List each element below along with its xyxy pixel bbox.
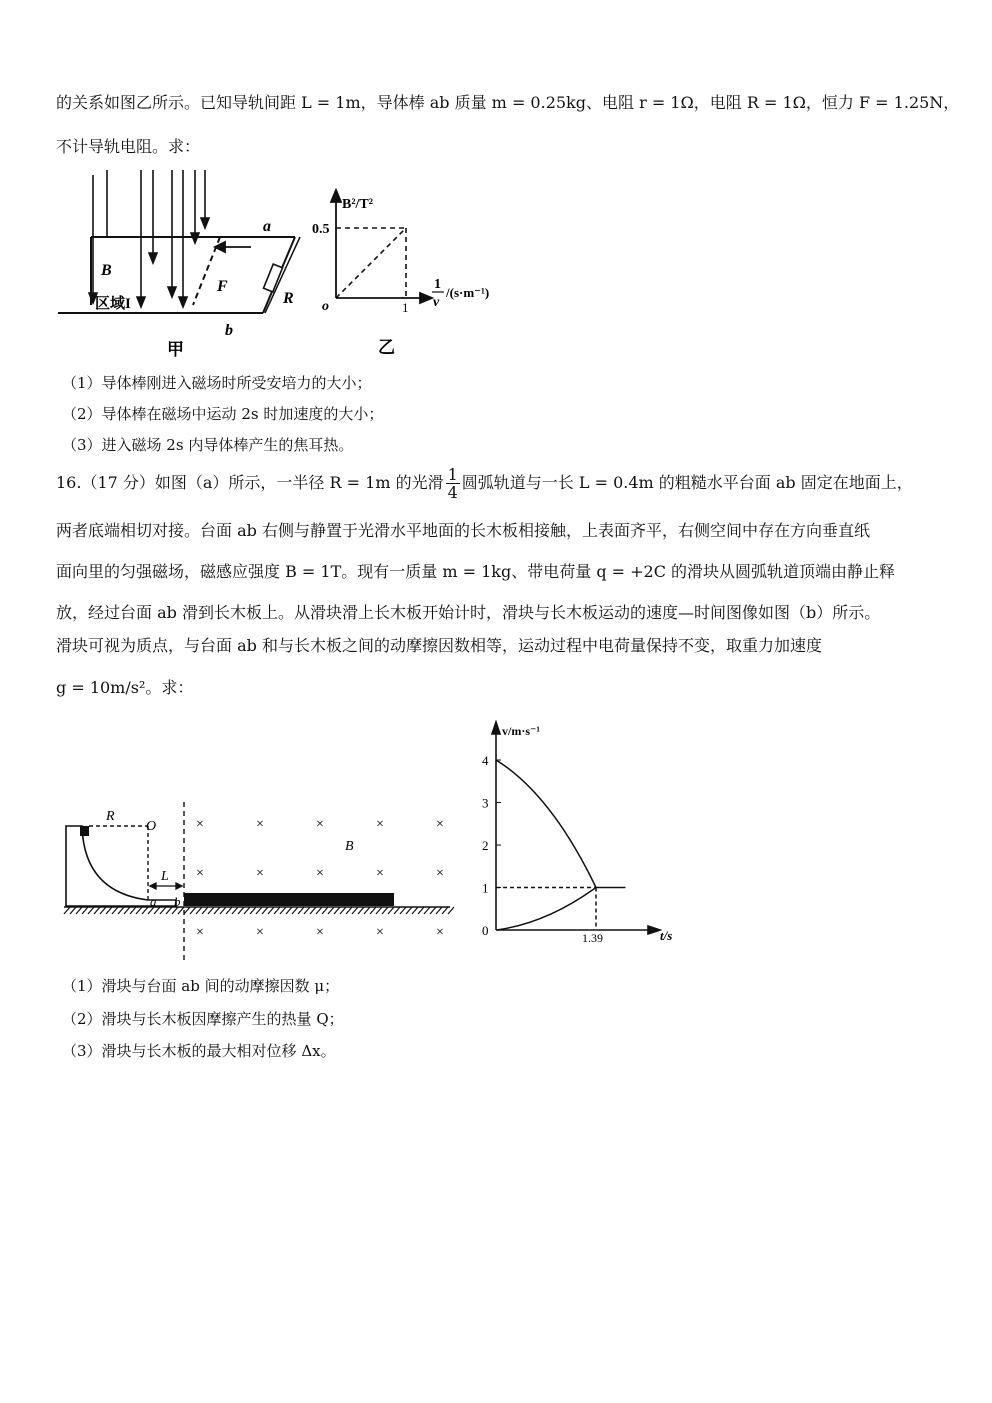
field-cross: × bbox=[436, 925, 444, 940]
ground-hatch bbox=[298, 907, 304, 914]
ground-hatch bbox=[100, 907, 106, 914]
q16-line3: 面向里的匀强磁场，磁感应强度 B = 1T。现有一质量 m = 1kg、带电荷量 q = +2C 的滑块从圆弧轨道顶端由静止释 bbox=[56, 562, 896, 581]
ground-hatch bbox=[76, 907, 82, 914]
b-xlabel: t/s bbox=[660, 928, 673, 943]
q15-question-2: （2）导体棒在磁场中运动 2s 时加速度的大小； bbox=[62, 405, 384, 423]
fraction-quarter bbox=[446, 466, 460, 501]
label-B: B bbox=[101, 262, 112, 279]
ground-hatch bbox=[166, 907, 172, 914]
yi-ylabel: B²/T² bbox=[342, 197, 373, 212]
b-ytick: 0 bbox=[482, 923, 489, 938]
figure-b bbox=[470, 718, 685, 948]
field-cross: × bbox=[436, 817, 444, 832]
caption-yi: 乙 bbox=[378, 338, 395, 357]
ground-hatch bbox=[226, 907, 232, 914]
ground-hatch bbox=[220, 907, 226, 914]
ground-hatch bbox=[400, 907, 406, 914]
q16-question-2: （2）滑块与长木板因摩擦产生的热量 Q； bbox=[62, 1010, 344, 1028]
q16-stem-a: 16.（17 分）如图（a）所示，一半径 R = 1m 的光滑 bbox=[56, 473, 444, 492]
ground-hatch bbox=[268, 907, 274, 914]
ground-hatch bbox=[88, 907, 94, 914]
q15-question-3: （3）进入磁场 2s 内导体棒产生的焦耳热。 bbox=[62, 436, 354, 454]
label-F: F bbox=[217, 278, 228, 295]
field-cross: × bbox=[256, 925, 264, 940]
ground-hatch bbox=[70, 907, 76, 914]
yi-ytick: 0.5 bbox=[312, 222, 330, 237]
field-cross: × bbox=[316, 866, 324, 881]
q16-line6: g = 10m/s²。求： bbox=[56, 678, 194, 697]
yi-xlabel-num: 1 bbox=[434, 277, 441, 292]
b-ytick: 1 bbox=[482, 880, 489, 896]
b-ytick: 2 bbox=[482, 838, 489, 853]
board-velocity-curve bbox=[496, 888, 596, 931]
ground-hatch bbox=[208, 907, 214, 914]
ground-hatch bbox=[340, 907, 346, 914]
ground-hatch bbox=[250, 907, 256, 914]
field-cross: × bbox=[196, 817, 204, 832]
label-a: a bbox=[263, 218, 271, 235]
ground-hatch bbox=[292, 907, 298, 914]
field-cross: × bbox=[256, 817, 264, 832]
b-ytick: 3 bbox=[482, 795, 489, 811]
field-cross: × bbox=[436, 866, 444, 881]
ground-hatch bbox=[142, 907, 148, 914]
a-label-R: R bbox=[106, 809, 115, 824]
ground-hatch bbox=[136, 907, 142, 914]
ground-hatch bbox=[304, 907, 310, 914]
a-label-a: a bbox=[150, 894, 157, 909]
ground-hatch bbox=[124, 907, 130, 914]
ground-hatch bbox=[244, 907, 250, 914]
ground-hatch bbox=[310, 907, 316, 914]
a-label-b: b bbox=[174, 894, 181, 909]
slider-velocity-curve bbox=[496, 760, 596, 888]
ground-hatch bbox=[202, 907, 208, 914]
ground-hatch bbox=[412, 907, 418, 914]
ground-hatch bbox=[406, 907, 412, 914]
ground-hatch bbox=[418, 907, 424, 914]
ground-hatch bbox=[64, 907, 70, 914]
ground-hatch bbox=[280, 907, 286, 914]
b-xtick: 1.39 bbox=[582, 931, 603, 945]
ground-hatch bbox=[94, 907, 100, 914]
field-cross: × bbox=[376, 866, 384, 881]
label-R: R bbox=[283, 290, 294, 307]
figure-jia bbox=[55, 165, 310, 360]
label-region: 区域I bbox=[95, 296, 131, 312]
figure-yi bbox=[310, 188, 505, 358]
q16-question-3: （3）滑块与长木板的最大相对位移 Δx。 bbox=[62, 1042, 336, 1060]
ground-hatch bbox=[196, 907, 202, 914]
yi-origin: o bbox=[322, 299, 329, 314]
ground-hatch bbox=[190, 907, 196, 914]
ground-hatch bbox=[112, 907, 118, 914]
ground-hatch bbox=[346, 907, 352, 914]
ground-hatch bbox=[118, 907, 124, 914]
field-cross: × bbox=[196, 925, 204, 940]
fraction-denominator: 4 bbox=[447, 483, 458, 502]
ground-hatch bbox=[424, 907, 430, 914]
q16-line2: 两者底端相切对接。台面 ab 右侧与静置于光滑水平地面的长木板相接触，上表面齐平，右侧空间中存在方向垂直纸 bbox=[56, 521, 870, 540]
a-label-L: L bbox=[161, 869, 169, 884]
q16-stem-b: 圆弧轨道与一长 L = 0.4m 的粗糙水平台面 ab 固定在地面上， bbox=[461, 473, 913, 492]
field-cross: × bbox=[196, 866, 204, 881]
ground-hatch bbox=[214, 907, 220, 914]
ground-hatch bbox=[448, 907, 454, 914]
q15-intro-line1: 的关系如图乙所示。已知导轨间距 L = 1m，导体棒 ab 质量 m = 0.25kg、电阻 r = 1Ω，电阻 R = 1Ω，恒力 F = 1.25N， bbox=[56, 93, 960, 112]
yi-xlabel-den: v bbox=[433, 295, 440, 310]
field-cross: × bbox=[376, 925, 384, 940]
q15-intro-line2: 不计导轨电阻。求： bbox=[56, 137, 201, 156]
ground-hatch bbox=[352, 907, 358, 914]
field-cross: × bbox=[316, 925, 324, 940]
q16-line5: 滑块可视为质点，与台面 ab 和与长木板之间的动摩擦因数相等，运动过程中电荷量保持不变，取重力加速度 bbox=[56, 636, 822, 655]
ground-hatch bbox=[394, 907, 400, 914]
q16-line4: 放，经过台面 ab 滑到长木板上。从滑块滑上长木板开始计时，滑块与长木板运动的速度—时间图像如图（b）所示。 bbox=[56, 603, 881, 622]
ground-hatch bbox=[442, 907, 448, 914]
ground-hatch bbox=[376, 907, 382, 914]
ground-hatch bbox=[322, 907, 328, 914]
ground-hatch bbox=[232, 907, 238, 914]
ground-hatch bbox=[316, 907, 322, 914]
ground-hatch bbox=[160, 907, 166, 914]
ground-hatch bbox=[274, 907, 280, 914]
ground-hatch bbox=[382, 907, 388, 914]
ground-hatch bbox=[106, 907, 112, 914]
ground-hatch bbox=[256, 907, 262, 914]
ground-hatch bbox=[286, 907, 292, 914]
a-label-O: O bbox=[146, 819, 157, 834]
b-ytick: 4 bbox=[482, 753, 489, 768]
ground-hatch bbox=[184, 907, 190, 914]
ground-hatch bbox=[430, 907, 436, 914]
a-label-B: B bbox=[345, 839, 354, 854]
yi-xlabel-unit: /(s·m⁻¹) bbox=[446, 285, 490, 300]
ground-hatch bbox=[130, 907, 136, 914]
field-cross: × bbox=[316, 817, 324, 832]
ground-hatch bbox=[262, 907, 268, 914]
ground-hatch bbox=[82, 907, 88, 914]
ground-hatch bbox=[436, 907, 442, 914]
field-cross: × bbox=[376, 817, 384, 832]
q15-question-1: （1）导体棒刚进入磁场时所受安培力的大小； bbox=[62, 374, 372, 392]
yi-xtick: 1 bbox=[402, 300, 409, 315]
ground-hatch bbox=[328, 907, 334, 914]
fraction-numerator: 1 bbox=[447, 465, 458, 484]
q16-question-1: （1）滑块与台面 ab 间的动摩擦因数 μ； bbox=[62, 977, 340, 995]
ground-hatch bbox=[358, 907, 364, 914]
q16-stem-line1 bbox=[56, 466, 913, 501]
ground-hatch bbox=[238, 907, 244, 914]
b-ylabel: v/m·s⁻¹ bbox=[502, 724, 540, 738]
label-b: b bbox=[225, 322, 233, 339]
ground-hatch bbox=[364, 907, 370, 914]
caption-jia: 甲 bbox=[167, 340, 184, 359]
figure-a bbox=[58, 800, 458, 965]
ground-hatch bbox=[370, 907, 376, 914]
ground-hatch bbox=[334, 907, 340, 914]
field-cross: × bbox=[256, 866, 264, 881]
ground-hatch bbox=[388, 907, 394, 914]
